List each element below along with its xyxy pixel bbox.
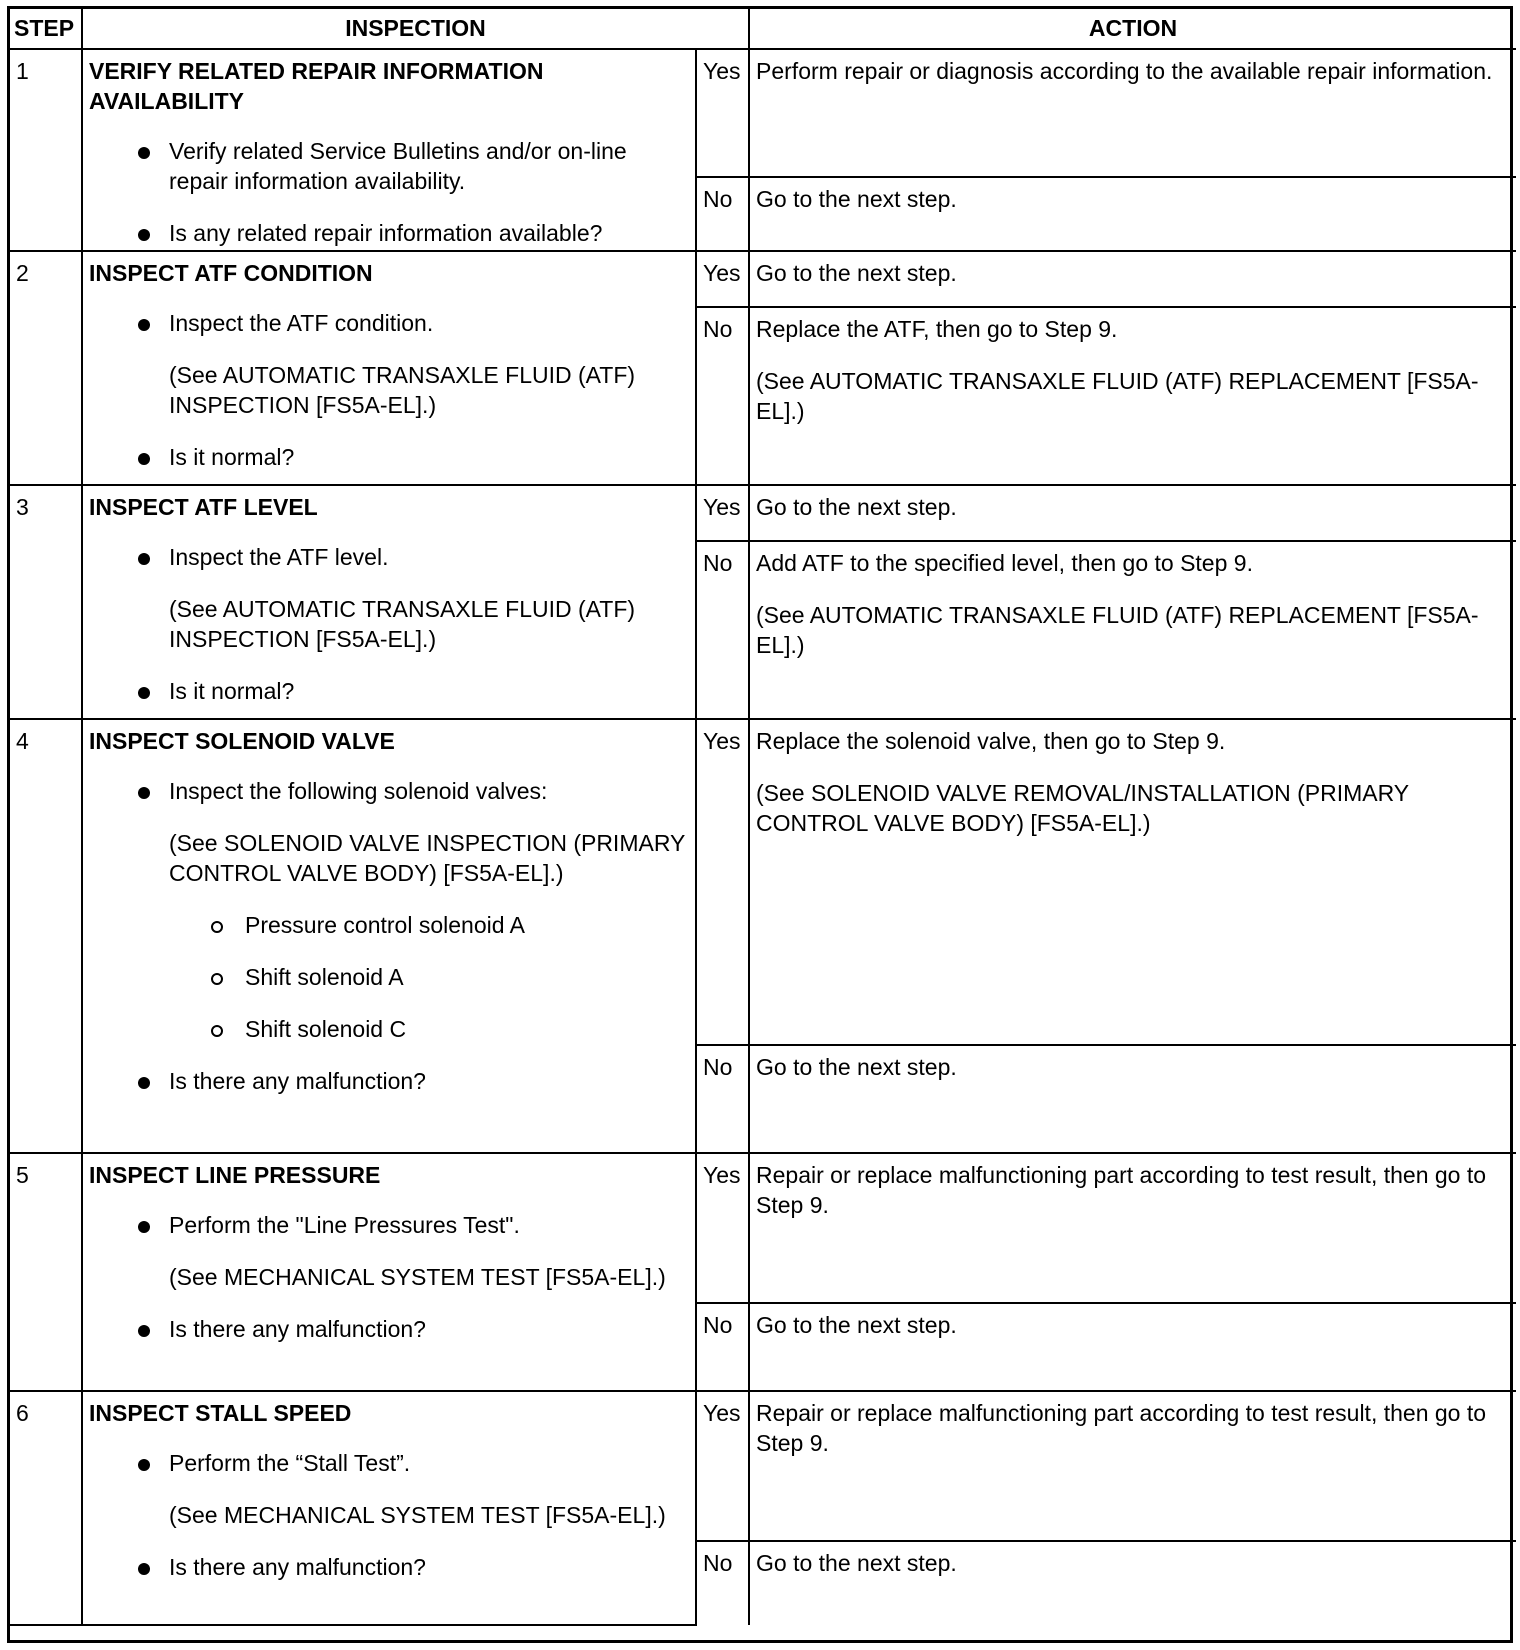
yes-label: Yes <box>696 1153 749 1303</box>
diagnostic-table <box>10 9 1516 1626</box>
sub-bullet-item: Shift solenoid A <box>89 962 689 992</box>
no-label: No <box>696 1541 749 1625</box>
inspection-cell <box>82 485 696 719</box>
inspection-cell <box>82 251 696 485</box>
action-reference: (See SOLENOID VALVE REMOVAL/INSTALLATION (PRIMARY CONTROL VALVE BODY) [FS5A-EL].) <box>756 780 1409 836</box>
action-text: Go to the next step. <box>756 260 957 286</box>
step-number: 5 <box>10 1153 82 1391</box>
action-text: Repair or replace malfunctioning part according to test result, then go to Step 9. <box>756 1400 1487 1456</box>
action-text: Go to the next step. <box>756 186 957 212</box>
action-text: Repair or replace malfunctioning part according to test result, then go to Step 9. <box>756 1162 1487 1218</box>
yes-action <box>749 1391 1516 1541</box>
yes-action <box>749 1153 1516 1303</box>
step-row-yes <box>10 485 1516 541</box>
no-label: No <box>696 177 749 251</box>
bullet-item: Inspect the ATF level. <box>89 542 689 572</box>
bullet-item: Perform the “Stall Test”. <box>89 1448 689 1478</box>
reference-text: (See MECHANICAL SYSTEM TEST [FS5A-EL].) <box>169 1502 666 1528</box>
yes-action <box>749 49 1516 177</box>
yes-action <box>749 719 1516 1045</box>
yes-label: Yes <box>696 251 749 307</box>
action-text: Go to the next step. <box>756 1312 957 1338</box>
reference-text: (See AUTOMATIC TRANSAXLE FLUID (ATF) INSPECTION [FS5A-EL].) <box>169 596 636 652</box>
reference-text: (See AUTOMATIC TRANSAXLE FLUID (ATF) INSPECTION [FS5A-EL].) <box>169 362 636 418</box>
action-text: Replace the ATF, then go to Step 9. <box>756 316 1118 342</box>
bullet-item: Inspect the following solenoid valves: <box>89 776 689 806</box>
yes-label: Yes <box>696 719 749 1045</box>
no-action <box>749 1303 1516 1391</box>
inspection-cell <box>82 719 696 1153</box>
step-row-yes <box>10 251 1516 307</box>
no-action <box>749 1045 1516 1153</box>
no-action <box>749 541 1516 719</box>
step-row-yes <box>10 719 1516 1045</box>
yes-action <box>749 485 1516 541</box>
yes-label: Yes <box>696 485 749 541</box>
reference-text: (See SOLENOID VALVE INSPECTION (PRIMARY CONTROL VALVE BODY) [FS5A-EL].) <box>169 830 685 886</box>
action-text: Go to the next step. <box>756 1054 957 1080</box>
bullet-item: Is there any malfunction? <box>89 1314 689 1344</box>
inspection-cell <box>82 49 696 251</box>
action-text: Perform repair or diagnosis according to the available repair information. <box>756 58 1493 84</box>
bullet-item: Is there any malfunction? <box>89 1066 689 1096</box>
inspection-cell <box>82 1391 696 1625</box>
step-row-yes <box>10 1391 1516 1541</box>
step-title: INSPECT STALL SPEED <box>89 1400 352 1426</box>
diagnostic-procedure-page <box>7 6 1513 1643</box>
action-text: Go to the next step. <box>756 494 957 520</box>
inspection-header: INSPECTION <box>82 9 749 49</box>
step-number: 4 <box>10 719 82 1153</box>
action-text: Add ATF to the specified level, then go to Step 9. <box>756 550 1253 576</box>
no-action <box>749 177 1516 251</box>
step-header: STEP <box>10 9 82 49</box>
bullet-item: Is it normal? <box>89 442 689 472</box>
step-number: 1 <box>10 49 82 251</box>
bullet-item: Inspect the ATF condition. <box>89 308 689 338</box>
step-number: 3 <box>10 485 82 719</box>
sub-bullet-item: Shift solenoid C <box>89 1014 689 1044</box>
step-title: INSPECT LINE PRESSURE <box>89 1162 381 1188</box>
step-number: 6 <box>10 1391 82 1625</box>
action-text: Replace the solenoid valve, then go to Step 9. <box>756 728 1226 754</box>
action-reference: (See AUTOMATIC TRANSAXLE FLUID (ATF) REPLACEMENT [FS5A-EL].) <box>756 368 1479 424</box>
bullet-item: Verify related Service Bulletins and/or on-line repair information availability. <box>89 136 689 196</box>
no-label: No <box>696 1045 749 1153</box>
no-action <box>749 1541 1516 1625</box>
inspection-cell <box>82 1153 696 1391</box>
yes-label: Yes <box>696 49 749 177</box>
step-row-yes <box>10 1153 1516 1303</box>
bullet-item: Perform the "Line Pressures Test". <box>89 1210 689 1240</box>
no-label: No <box>696 1303 749 1391</box>
no-label: No <box>696 541 749 719</box>
step-title: INSPECT ATF LEVEL <box>89 494 318 520</box>
yes-action <box>749 251 1516 307</box>
action-header: ACTION <box>749 9 1516 49</box>
action-reference: (See AUTOMATIC TRANSAXLE FLUID (ATF) REPLACEMENT [FS5A-EL].) <box>756 602 1479 658</box>
bullet-item: Is there any malfunction? <box>89 1552 689 1582</box>
step-title: VERIFY RELATED REPAIR INFORMATION AVAILABILITY <box>89 58 544 114</box>
bullet-item: Is it normal? <box>89 676 689 706</box>
no-action <box>749 307 1516 485</box>
yes-label: Yes <box>696 1391 749 1541</box>
step-title: INSPECT ATF CONDITION <box>89 260 373 286</box>
step-row-yes <box>10 49 1516 177</box>
action-text: Go to the next step. <box>756 1550 957 1576</box>
header-row <box>10 9 1516 49</box>
reference-text: (See MECHANICAL SYSTEM TEST [FS5A-EL].) <box>169 1264 666 1290</box>
no-label: No <box>696 307 749 485</box>
step-number: 2 <box>10 251 82 485</box>
step-title: INSPECT SOLENOID VALVE <box>89 728 395 754</box>
sub-bullet-item: Pressure control solenoid A <box>89 910 689 940</box>
bullet-item: Is any related repair information available? <box>89 218 689 248</box>
